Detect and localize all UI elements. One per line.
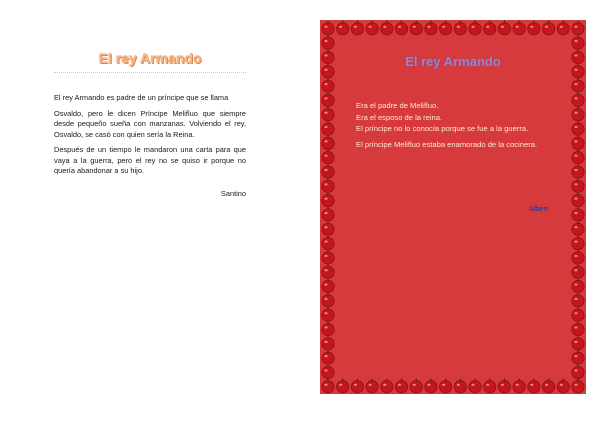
apple-icon — [322, 178, 334, 193]
apple-icon — [469, 379, 481, 393]
apple-icon — [484, 21, 496, 36]
apple-icon — [322, 350, 334, 365]
apple-icon — [572, 321, 584, 335]
apple-icon — [381, 21, 393, 36]
apple-icon — [542, 379, 554, 393]
apple-icon — [322, 35, 334, 50]
right-line-4: El príncipe Melifluo estaba enamorado de la cocinera. — [356, 139, 538, 149]
apple-icon — [410, 379, 422, 393]
right-page-body — [356, 100, 556, 150]
apple-icon — [572, 149, 584, 163]
apple-icon — [557, 379, 569, 393]
apple-icon — [572, 278, 584, 292]
apple-icon — [513, 379, 525, 393]
apple-icon — [322, 278, 334, 292]
apple-icon — [572, 336, 584, 350]
apple-icon — [322, 321, 334, 335]
right-line-1: Era el padre de Melifluo. — [356, 101, 439, 110]
right-page — [320, 20, 586, 394]
apple-icon — [395, 21, 407, 36]
apple-icon — [337, 379, 349, 393]
apple-icon — [557, 21, 569, 36]
apple-icon — [322, 92, 334, 107]
apple-icon — [322, 379, 334, 393]
apple-icon — [572, 192, 584, 207]
apple-icon — [322, 264, 334, 279]
apple-icon — [572, 164, 584, 179]
apple-icon — [572, 293, 584, 308]
left-page-body — [54, 93, 246, 177]
apple-icon — [322, 336, 334, 350]
apple-icon — [322, 164, 334, 179]
apple-icon — [572, 21, 584, 36]
apple-icon — [469, 21, 481, 36]
apple-icon — [498, 379, 510, 393]
apple-icon — [322, 207, 334, 222]
apple-icon — [322, 149, 334, 163]
left-page-signature: Santino — [220, 188, 246, 198]
apple-icon — [366, 21, 378, 36]
apple-icon — [572, 379, 584, 393]
apple-icon — [572, 250, 584, 265]
apple-icon — [322, 78, 334, 93]
left-page — [54, 50, 246, 270]
apple-icon — [425, 379, 437, 393]
apple-icon — [572, 121, 584, 136]
left-paragraph-2: Osvaldo, pero le dicen Príncipe Melifluo que siempre desde pequeño sueña con manzanas. Volviendo el rey, Osvaldo, se casó con quien sería la Reina. — [54, 108, 246, 139]
apple-icon — [572, 264, 584, 279]
apple-icon — [395, 379, 407, 393]
apple-icon — [351, 21, 363, 36]
left-paragraph-3: Después de un tiempo le mandaron una carta para que vaya a la guerra, pero el rey no se quiso ir porque no quería abandonar a su hijo. — [54, 145, 246, 175]
apple-icon — [572, 78, 584, 93]
right-line-2: Era el esposo de la reina. — [356, 112, 443, 122]
apple-icon — [337, 21, 349, 36]
apple-icon — [410, 21, 422, 36]
apple-icon — [322, 364, 334, 379]
apple-icon — [322, 221, 334, 236]
apple-icon — [351, 379, 363, 393]
apple-icon — [513, 21, 525, 36]
apple-icon — [439, 21, 451, 36]
apple-icon — [572, 307, 584, 322]
apple-icon — [381, 379, 393, 393]
apple-icon — [572, 135, 584, 150]
left-paragraph-1: El rey Armando es padre de un príncipe que se llama — [54, 93, 229, 102]
apple-icon — [572, 235, 584, 250]
apple-icon — [322, 192, 334, 207]
apple-icon — [572, 350, 584, 365]
apple-icon — [366, 379, 378, 393]
apple-icon — [322, 235, 334, 250]
apple-icon — [322, 21, 334, 36]
apple-icon — [572, 221, 584, 236]
apple-icon — [322, 106, 334, 121]
left-page-title: El rey Armando — [54, 50, 246, 73]
apple-icon — [322, 250, 334, 265]
apple-icon — [454, 379, 466, 393]
apple-icon — [439, 379, 451, 393]
apple-icon — [425, 21, 437, 36]
apple-icon — [322, 121, 334, 136]
apple-icon — [498, 21, 510, 36]
apple-icon — [572, 35, 584, 50]
apple-icon — [528, 379, 540, 393]
apple-icon — [572, 106, 584, 121]
right-page-signature: Albert — [528, 204, 548, 213]
apple-icon — [454, 21, 466, 36]
apple-icon — [322, 293, 334, 308]
apple-icon — [572, 364, 584, 379]
apple-icon — [572, 92, 584, 107]
right-line-3: El príncipe no lo conocía porque se fue a la guerra. — [356, 124, 529, 133]
apple-icon — [484, 379, 496, 393]
apple-icon — [322, 307, 334, 322]
apple-icon — [528, 21, 540, 36]
apple-icon — [572, 178, 584, 193]
apple-icon — [572, 207, 584, 222]
right-page-title: El rey Armando — [405, 54, 501, 69]
apple-icon — [322, 135, 334, 150]
apple-icon — [542, 21, 554, 36]
